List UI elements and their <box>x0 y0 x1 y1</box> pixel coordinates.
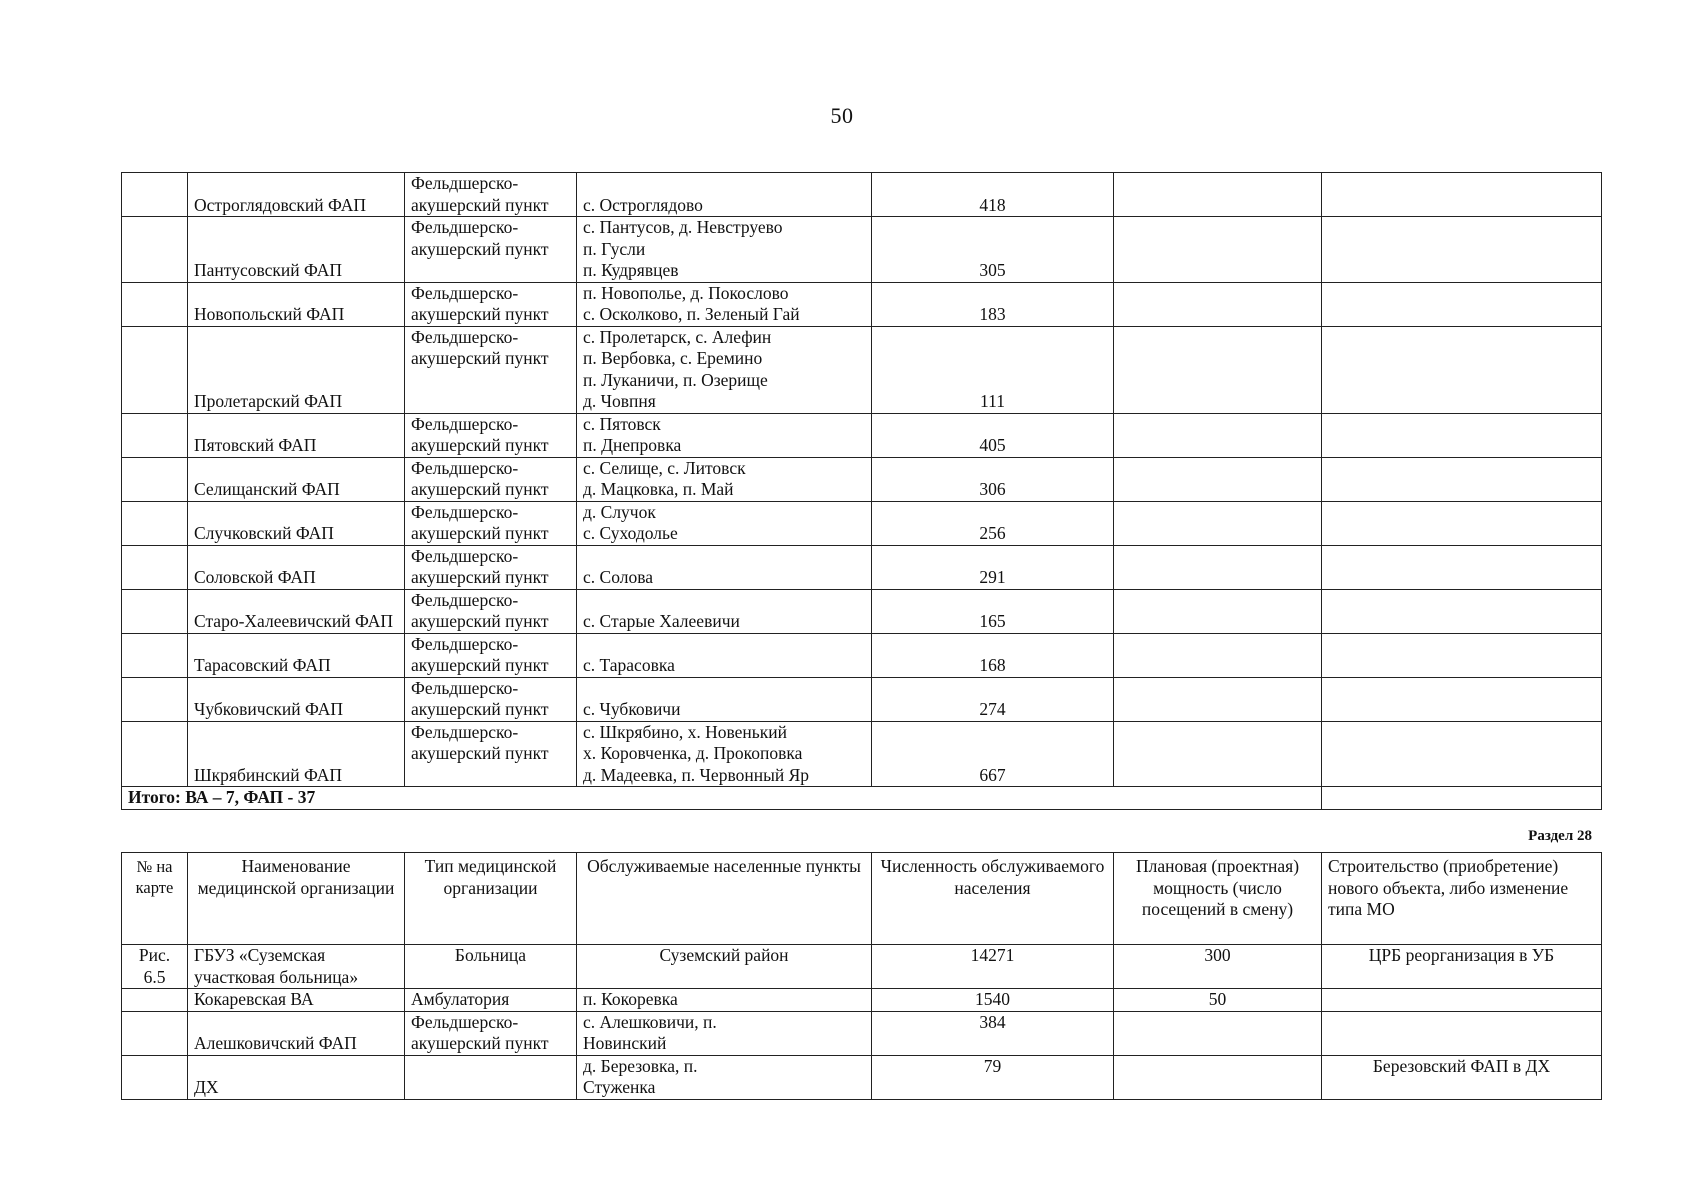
settlements-cell: с. Алешковичи, п. Новинский <box>577 1011 872 1055</box>
capacity-cell <box>1114 721 1322 787</box>
org-name-cell: Кокаревская ВА <box>188 989 405 1012</box>
population-cell: 165 <box>872 589 1114 633</box>
capacity-cell: 300 <box>1114 945 1322 989</box>
org-type-line: акушерский пункт <box>411 523 549 543</box>
settlement-line: с. Старые Халеевичи <box>583 611 740 631</box>
settlement-line: п. Кудрявцев <box>583 260 679 280</box>
org-type-cell <box>405 173 577 217</box>
org-type-line: Фельдшерско- <box>411 217 519 237</box>
total-label: Итого: ВА – 7, ФАП - 37 <box>122 787 1322 810</box>
map-ref-cell <box>122 413 188 457</box>
table-row <box>122 589 1602 633</box>
org-type-line: акушерский пункт <box>411 743 549 763</box>
org-type-line: Фельдшерско- <box>411 413 519 434</box>
header-map-number: № на карте <box>122 853 188 945</box>
org-type-line: Фельдшерско- <box>411 677 519 698</box>
org-type-cell: Больница <box>405 945 577 989</box>
capacity-cell <box>1114 282 1322 326</box>
org-type-line: Фельдшерско- <box>411 633 519 654</box>
org-name-cell: Соловской ФАП <box>188 545 405 589</box>
org-name-cell: Старо-Халеевичский ФАП <box>188 589 405 633</box>
table-row <box>122 989 1602 1012</box>
capacity-cell <box>1114 501 1322 545</box>
org-type-line: Фельдшерско- <box>411 721 519 742</box>
table-row <box>122 501 1602 545</box>
org-name-cell: Шкрябинский ФАП <box>188 721 405 787</box>
table-row <box>122 217 1602 283</box>
org-type-line: акушерский пункт <box>411 699 549 719</box>
map-ref-cell <box>122 633 188 677</box>
map-ref-cell <box>122 457 188 501</box>
org-type-line: акушерский пункт <box>411 304 549 324</box>
table-row <box>122 721 1602 787</box>
org-name-cell: Новопольский ФАП <box>188 282 405 326</box>
population-cell: 256 <box>872 501 1114 545</box>
capacity-cell <box>1114 173 1322 217</box>
construction-cell <box>1322 633 1602 677</box>
org-name-cell: Остроглядовский ФАП <box>188 173 405 217</box>
header-settlements: Обслуживаемые населенные пункты <box>577 853 872 945</box>
construction-cell <box>1322 989 1602 1012</box>
settlements-cell <box>577 326 872 413</box>
settlement-line: с. Тарасовка <box>583 655 675 675</box>
org-type-line: Фельдшерско- <box>411 282 519 303</box>
org-name-cell: Пантусовский ФАП <box>188 217 405 283</box>
org-type-line: Фельдшерско- <box>411 545 519 566</box>
settlement-line: п. Луканичи, п. Озерище <box>583 369 768 390</box>
settlements-cell: д. Березовка, п. Стуженка <box>577 1055 872 1099</box>
settlements-cell: п. Кокоревка <box>577 989 872 1012</box>
construction-cell <box>1322 589 1602 633</box>
org-name-cell: Пятовский ФАП <box>188 413 405 457</box>
org-type-line: Фельдшерско- <box>411 589 519 610</box>
org-type-line: Фельдшерско- <box>411 173 519 193</box>
settlement-line: с. Суходолье <box>583 523 678 543</box>
org-name-cell: Случковский ФАП <box>188 501 405 545</box>
org-type-line: акушерский пункт <box>411 194 549 215</box>
table-row <box>122 413 1602 457</box>
org-type-cell <box>405 589 577 633</box>
settlement-line: с. Пятовск <box>583 413 661 434</box>
construction-cell <box>1322 1011 1602 1055</box>
header-population: Численность обслуживаемого населения <box>872 853 1114 945</box>
settlement-line: х. Коровченка, д. Прокоповка <box>583 743 803 763</box>
settlements-cell <box>577 677 872 721</box>
map-ref-cell <box>122 173 188 217</box>
table-row <box>122 282 1602 326</box>
org-type-cell <box>405 457 577 501</box>
org-type-line: акушерский пункт <box>411 655 549 675</box>
settlements-cell <box>577 633 872 677</box>
construction-cell <box>1322 282 1602 326</box>
settlements-cell <box>577 457 872 501</box>
org-type-line: акушерский пункт <box>411 238 549 259</box>
org-type-cell: Фельдшерско- акушерский пункт <box>405 1011 577 1055</box>
capacity-cell <box>1114 633 1322 677</box>
facilities-table-continued <box>121 172 1602 810</box>
map-ref-cell: Рис. 6.5 <box>122 945 188 989</box>
construction-cell: Березовский ФАП в ДХ <box>1322 1055 1602 1099</box>
population-cell: 79 <box>872 1055 1114 1099</box>
settlements-cell <box>577 501 872 545</box>
header-capacity: Плановая (проектная) мощность (число посещений в смену) <box>1114 853 1322 945</box>
settlement-line: п. Днепровка <box>583 435 682 455</box>
org-type-cell <box>405 501 577 545</box>
settlement-line: д. Мацковка, п. Май <box>583 479 734 499</box>
settlements-cell <box>577 721 872 787</box>
header-organization-name: Наименование медицинской организации <box>188 853 405 945</box>
org-type-cell <box>405 677 577 721</box>
page-number: 50 <box>830 103 854 128</box>
capacity-cell <box>1114 217 1322 283</box>
org-type-line: Фельдшерско- <box>411 457 519 478</box>
population-cell: 418 <box>872 173 1114 217</box>
settlements-cell <box>577 413 872 457</box>
settlement-line: с. Селище, с. Литовск <box>583 457 746 478</box>
settlements-cell <box>577 217 872 283</box>
org-name-cell: Пролетарский ФАП <box>188 326 405 413</box>
org-type-cell <box>405 413 577 457</box>
org-name-cell: Чубковичский ФАП <box>188 677 405 721</box>
population-cell: 405 <box>872 413 1114 457</box>
construction-cell <box>1322 677 1602 721</box>
org-type-cell <box>405 633 577 677</box>
population-cell: 274 <box>872 677 1114 721</box>
settlements-cell: Суземский район <box>577 945 872 989</box>
org-type-line: акушерский пункт <box>411 479 549 499</box>
capacity-cell <box>1114 677 1322 721</box>
settlement-line: с. Солова <box>583 567 653 587</box>
table-row <box>122 1055 1602 1099</box>
header-construction: Строительство (приобретение) нового объекта, либо изменение типа МО <box>1322 853 1602 945</box>
org-type-line: акушерский пункт <box>411 611 549 631</box>
capacity-cell: 50 <box>1114 989 1322 1012</box>
construction-cell <box>1322 217 1602 283</box>
org-name-cell: Селищанский ФАП <box>188 457 405 501</box>
settlement-line: п. Вербовка, с. Еремино <box>583 348 763 368</box>
org-type-line: Фельдшерско- <box>411 501 519 522</box>
population-cell: 168 <box>872 633 1114 677</box>
population-cell: 14271 <box>872 945 1114 989</box>
org-type-line: Фельдшерско- <box>411 326 519 347</box>
total-empty-cell <box>1322 787 1602 810</box>
org-name-cell: Алешковичский ФАП <box>188 1011 405 1055</box>
settlement-line: п. Новополье, д. Покослово <box>583 282 789 303</box>
map-ref-cell <box>122 677 188 721</box>
section-label: Раздел 28 <box>1528 828 1592 844</box>
map-ref-cell <box>122 589 188 633</box>
settlement-line: д. Случок <box>583 501 656 522</box>
population-cell: 306 <box>872 457 1114 501</box>
map-ref-cell <box>122 501 188 545</box>
map-ref-cell <box>122 282 188 326</box>
settlements-cell <box>577 282 872 326</box>
construction-cell <box>1322 721 1602 787</box>
construction-cell <box>1322 173 1602 217</box>
population-cell: 183 <box>872 282 1114 326</box>
map-ref-cell <box>122 545 188 589</box>
capacity-cell <box>1114 413 1322 457</box>
settlement-line: с. Осколково, п. Зеленый Гай <box>583 304 800 324</box>
settlement-line: п. Гусли <box>583 238 646 259</box>
settlement-line: с. Шкрябино, х. Новенький <box>583 721 788 742</box>
org-type-cell <box>405 326 577 413</box>
map-ref-cell <box>122 721 188 787</box>
table-row <box>122 677 1602 721</box>
org-name-cell: ГБУЗ «Суземская участковая больница» <box>188 945 405 989</box>
settlement-line: с. Чубковичи <box>583 699 681 719</box>
population-cell: 667 <box>872 721 1114 787</box>
capacity-cell <box>1114 545 1322 589</box>
org-type-line: акушерский пункт <box>411 435 549 455</box>
capacity-cell <box>1114 589 1322 633</box>
map-ref-cell <box>122 1055 188 1099</box>
capacity-cell <box>1114 457 1322 501</box>
capacity-cell <box>1114 1011 1322 1055</box>
table-row <box>122 945 1602 989</box>
settlements-cell <box>577 173 872 217</box>
map-ref-cell <box>122 989 188 1012</box>
population-cell: 305 <box>872 217 1114 283</box>
settlement-line: с. Пролетарск, с. Алефин <box>583 326 772 347</box>
construction-cell <box>1322 326 1602 413</box>
settlement-line: д. Мадеевка, п. Червонный Яр <box>583 764 809 785</box>
population-cell: 384 <box>872 1011 1114 1055</box>
map-ref-cell <box>122 326 188 413</box>
total-row <box>122 787 1602 810</box>
table-row <box>122 457 1602 501</box>
org-name-cell: Тарасовский ФАП <box>188 633 405 677</box>
table-row <box>122 545 1602 589</box>
org-type-cell <box>405 1055 577 1099</box>
table-header-row <box>122 853 1602 945</box>
org-type-line: акушерский пункт <box>411 567 549 587</box>
map-ref-cell <box>122 1011 188 1055</box>
capacity-cell <box>1114 326 1322 413</box>
header-organization-type: Тип медицинской организации <box>405 853 577 945</box>
table-row <box>122 173 1602 217</box>
map-ref-cell <box>122 217 188 283</box>
settlements-cell <box>577 545 872 589</box>
construction-cell <box>1322 413 1602 457</box>
construction-cell <box>1322 457 1602 501</box>
section-28-table <box>121 852 1602 1100</box>
construction-cell <box>1322 501 1602 545</box>
construction-cell: ЦРБ реорганизация в УБ <box>1322 945 1602 989</box>
population-cell: 111 <box>872 326 1114 413</box>
org-type-line: акушерский пункт <box>411 348 549 368</box>
settlement-line: с. Пантусов, д. Невструево <box>583 217 783 237</box>
population-cell: 1540 <box>872 989 1114 1012</box>
org-type-cell <box>405 217 577 283</box>
population-cell: 291 <box>872 545 1114 589</box>
capacity-cell <box>1114 1055 1322 1099</box>
settlement-line: д. Човпня <box>583 391 656 411</box>
table-row <box>122 1011 1602 1055</box>
table-row <box>122 633 1602 677</box>
org-type-cell <box>405 545 577 589</box>
org-type-cell: Амбулатория <box>405 989 577 1012</box>
settlements-cell <box>577 589 872 633</box>
settlement-line: с. Остроглядово <box>583 194 703 215</box>
table-row <box>122 326 1602 413</box>
org-type-cell <box>405 721 577 787</box>
org-type-cell <box>405 282 577 326</box>
org-name-cell: ДХ <box>188 1055 405 1099</box>
construction-cell <box>1322 545 1602 589</box>
